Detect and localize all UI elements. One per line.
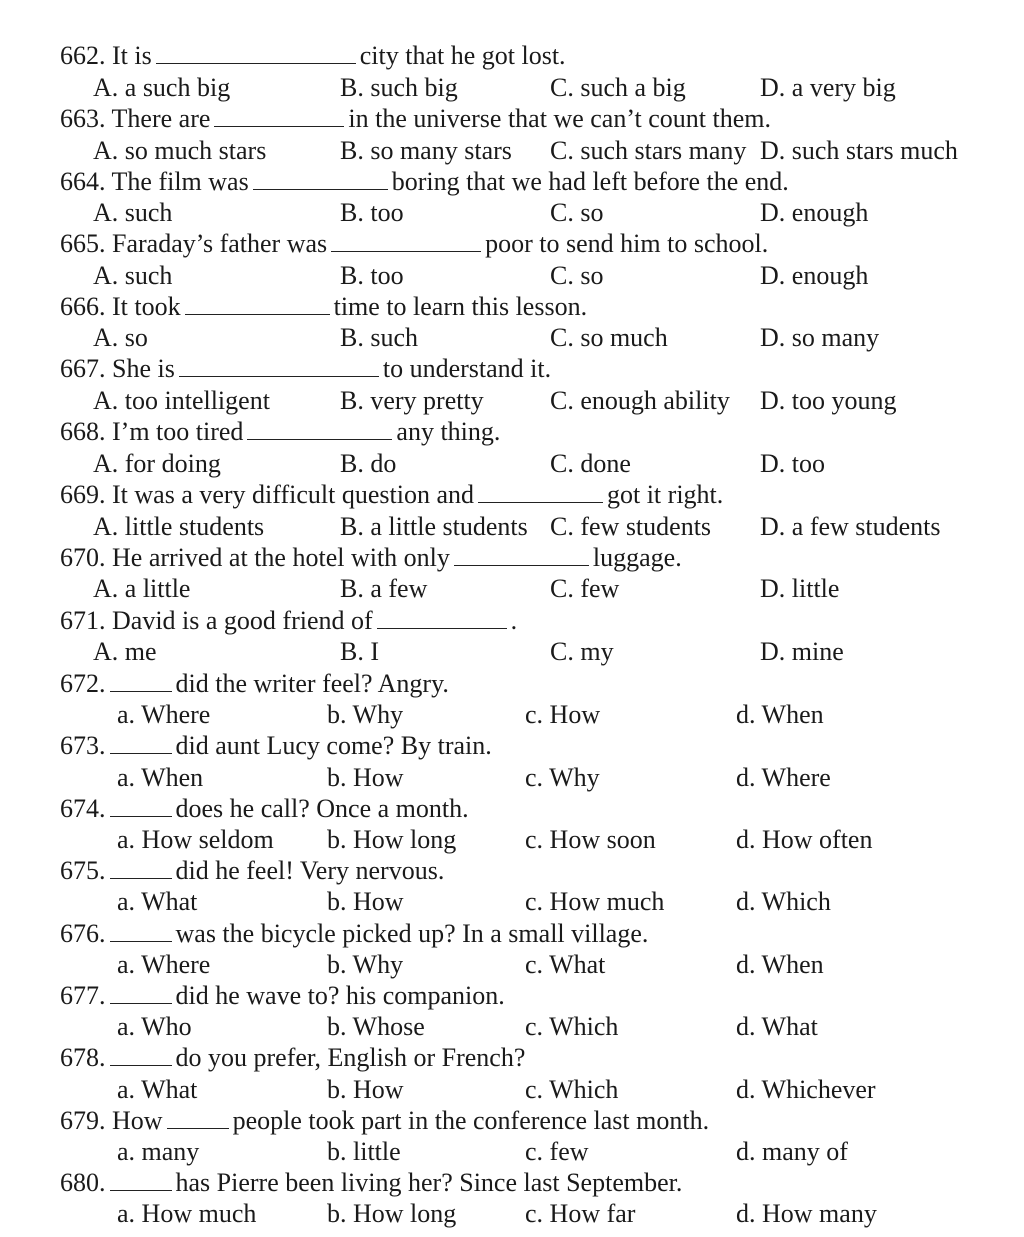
answer-blank — [110, 919, 172, 942]
options-671 — [0, 636, 1024, 667]
options-672 — [0, 699, 1024, 730]
option-d[interactable]: D. little — [760, 574, 840, 603]
answer-blank — [110, 1043, 172, 1066]
question-stem: 671. David is a good friend of — [60, 606, 373, 635]
option-a[interactable]: A. such — [93, 198, 173, 227]
answer-blank — [110, 1168, 172, 1191]
option-d[interactable]: d. How often — [736, 825, 873, 854]
option-b[interactable]: B. such big — [340, 73, 458, 102]
options-670 — [0, 573, 1024, 604]
question-680 — [60, 1167, 682, 1198]
option-b[interactable]: B. do — [340, 449, 397, 478]
question-677 — [60, 980, 505, 1011]
options-666 — [0, 322, 1024, 353]
question-stem: 674. — [60, 794, 106, 823]
option-a[interactable]: a. Who — [117, 1012, 192, 1041]
question-674 — [60, 793, 469, 824]
answer-blank — [214, 104, 344, 127]
option-d[interactable]: d. When — [736, 700, 824, 729]
option-d[interactable]: d. many of — [736, 1137, 848, 1166]
answer-blank — [110, 856, 172, 879]
option-a[interactable]: a. Where — [117, 950, 211, 979]
option-c[interactable]: C. my — [550, 637, 614, 666]
option-d[interactable]: d. When — [736, 950, 824, 979]
question-stem: 675. — [60, 856, 106, 885]
option-b[interactable]: B. I — [340, 637, 379, 666]
question-664 — [60, 166, 789, 197]
question-stem: 677. — [60, 981, 106, 1010]
option-c[interactable]: C. few students — [550, 512, 712, 541]
option-a[interactable]: a. many — [117, 1137, 200, 1166]
option-b[interactable]: b. How long — [327, 1199, 457, 1228]
option-d[interactable]: d. How many — [736, 1199, 877, 1228]
option-a[interactable]: a. What — [117, 887, 198, 916]
answer-blank — [253, 167, 388, 190]
option-a[interactable]: A. a such big — [93, 73, 231, 102]
option-a[interactable]: a. What — [117, 1075, 198, 1104]
option-d[interactable]: D. so many — [760, 323, 880, 352]
option-d[interactable]: D. a few students — [760, 512, 941, 541]
answer-blank — [454, 543, 589, 566]
question-672 — [60, 668, 449, 699]
question-665 — [60, 228, 768, 259]
options-678 — [0, 1074, 1024, 1105]
answer-blank — [110, 669, 172, 692]
option-c[interactable]: C. so — [550, 261, 604, 290]
question-stem: 667. She is — [60, 354, 175, 383]
question-tail: in the universe that we can’t count them. — [348, 104, 772, 133]
question-tail: did he wave to? his companion. — [175, 981, 505, 1010]
question-tail: does he call? Once a month. — [175, 794, 469, 823]
question-stem: 663. There are — [60, 104, 211, 133]
option-b[interactable]: b. How — [327, 887, 404, 916]
option-b[interactable]: b. How — [327, 1075, 404, 1104]
question-tail: poor to send him to school. — [485, 229, 769, 258]
question-670 — [60, 542, 682, 573]
question-662 — [60, 40, 566, 71]
question-tail: any thing. — [396, 417, 501, 446]
option-c[interactable]: c. How — [525, 700, 601, 729]
question-668 — [60, 416, 500, 447]
options-662 — [0, 72, 1024, 103]
question-stem: 676. — [60, 919, 106, 948]
options-663 — [0, 135, 1024, 166]
question-stem: 662. It is — [60, 41, 152, 70]
question-stem: 668. I’m too tired — [60, 417, 244, 446]
option-d[interactable]: D. too young — [760, 386, 897, 415]
answer-blank — [167, 1106, 229, 1129]
option-b[interactable]: b. How — [327, 763, 404, 792]
answer-blank — [156, 41, 356, 64]
options-669 — [0, 511, 1024, 542]
question-tail: to understand it. — [382, 354, 552, 383]
question-stem: 678. — [60, 1043, 106, 1072]
answer-blank — [110, 731, 172, 754]
question-671 — [60, 605, 517, 636]
question-tail: city that he got lost. — [359, 41, 566, 70]
options-674 — [0, 824, 1024, 855]
question-676 — [60, 918, 648, 949]
option-a[interactable]: a. How much — [117, 1199, 257, 1228]
question-675 — [60, 855, 444, 886]
options-664 — [0, 197, 1024, 228]
question-stem: 670. He arrived at the hotel with only — [60, 543, 450, 572]
option-b[interactable]: b. Why — [327, 700, 404, 729]
question-stem: 672. — [60, 669, 106, 698]
question-678 — [60, 1042, 525, 1073]
options-667 — [0, 385, 1024, 416]
question-stem: 679. How — [60, 1106, 163, 1135]
option-a[interactable]: A. such — [93, 261, 173, 290]
option-b[interactable]: B. so many stars — [340, 136, 512, 165]
option-d[interactable]: d. Which — [736, 887, 831, 916]
option-d[interactable]: D. enough — [760, 261, 869, 290]
question-tail: luggage. — [592, 543, 682, 572]
option-c[interactable]: C. few — [550, 574, 620, 603]
option-c[interactable]: c. Which — [525, 1075, 619, 1104]
option-a[interactable]: A. me — [93, 637, 157, 666]
question-tail: do you prefer, English or French? — [175, 1043, 526, 1072]
answer-blank — [110, 794, 172, 817]
question-stem: 673. — [60, 731, 106, 760]
option-b[interactable]: b. Why — [327, 950, 404, 979]
option-b[interactable]: b. Whose — [327, 1012, 425, 1041]
option-b[interactable]: B. very pretty — [340, 386, 484, 415]
option-b[interactable]: B. too — [340, 198, 404, 227]
option-c[interactable]: C. such stars many — [550, 136, 747, 165]
options-677 — [0, 1011, 1024, 1042]
question-tail: boring that we had left before the end. — [391, 167, 789, 196]
options-676 — [0, 949, 1024, 980]
option-c[interactable]: c. few — [525, 1137, 589, 1166]
options-679 — [0, 1136, 1024, 1167]
option-c[interactable]: C. so — [550, 198, 604, 227]
option-a[interactable]: a. When — [117, 763, 204, 792]
option-b[interactable]: b. little — [327, 1137, 401, 1166]
option-a[interactable]: a. How seldom — [117, 825, 274, 854]
question-663 — [60, 103, 771, 134]
options-668 — [0, 448, 1024, 479]
option-d[interactable]: D. too — [760, 449, 825, 478]
option-c[interactable]: c. How far — [525, 1199, 636, 1228]
option-c[interactable]: c. Why — [525, 763, 600, 792]
option-c[interactable]: C. such a big — [550, 73, 686, 102]
option-a[interactable]: A. for doing — [93, 449, 221, 478]
option-d[interactable]: D. such stars much — [760, 136, 958, 165]
question-stem: 680. — [60, 1168, 106, 1197]
options-680 — [0, 1198, 1024, 1229]
option-d[interactable]: D. a very big — [760, 73, 896, 102]
question-stem: 666. It took — [60, 292, 181, 321]
option-a[interactable]: A. so — [93, 323, 148, 352]
answer-blank — [377, 606, 507, 629]
question-tail: people took part in the conference last month. — [232, 1106, 710, 1135]
question-tail: was the bicycle picked up? In a small village. — [175, 919, 649, 948]
option-c[interactable]: c. How soon — [525, 825, 656, 854]
question-666 — [60, 291, 587, 322]
option-d[interactable]: d. Whichever — [736, 1075, 876, 1104]
option-b[interactable]: B. a few — [340, 574, 428, 603]
answer-blank — [247, 417, 392, 440]
question-667 — [60, 353, 551, 384]
answer-blank — [110, 981, 172, 1004]
question-stem: 664. The film was — [60, 167, 249, 196]
option-a[interactable]: a. Where — [117, 700, 211, 729]
options-675 — [0, 886, 1024, 917]
answer-blank — [478, 480, 603, 503]
option-c[interactable]: C. done — [550, 449, 631, 478]
option-d[interactable]: D. enough — [760, 198, 869, 227]
question-tail: did the writer feel? Angry. — [175, 669, 449, 698]
option-c[interactable]: c. Which — [525, 1012, 619, 1041]
option-d[interactable]: D. mine — [760, 637, 844, 666]
option-b[interactable]: b. How long — [327, 825, 457, 854]
option-c[interactable]: C. so much — [550, 323, 668, 352]
answer-blank — [185, 292, 330, 315]
answer-blank — [179, 354, 379, 377]
option-d[interactable]: d. Where — [736, 763, 831, 792]
question-tail: did he feel! Very nervous. — [175, 856, 445, 885]
option-b[interactable]: B. such — [340, 323, 418, 352]
question-tail: has Pierre been living her? Since last September. — [175, 1168, 683, 1197]
option-c[interactable]: c. What — [525, 950, 606, 979]
option-a[interactable]: A. so much stars — [93, 136, 267, 165]
option-b[interactable]: B. a little students — [340, 512, 528, 541]
option-a[interactable]: A. too intelligent — [93, 386, 270, 415]
question-stem: 665. Faraday’s father was — [60, 229, 328, 258]
question-673 — [60, 730, 492, 761]
question-tail: time to learn this lesson. — [333, 292, 588, 321]
question-tail: did aunt Lucy come? By train. — [175, 731, 492, 760]
question-669 — [60, 479, 723, 510]
option-d[interactable]: d. What — [736, 1012, 818, 1041]
option-a[interactable]: A. a little — [93, 574, 191, 603]
options-665 — [0, 260, 1024, 291]
question-679 — [60, 1105, 709, 1136]
question-tail: got it right. — [606, 480, 724, 509]
answer-blank — [331, 229, 481, 252]
option-c[interactable]: C. enough ability — [550, 386, 730, 415]
option-a[interactable]: A. little students — [93, 512, 265, 541]
question-stem: 669. It was a very difficult question and — [60, 480, 474, 509]
options-673 — [0, 762, 1024, 793]
option-c[interactable]: c. How much — [525, 887, 665, 916]
option-b[interactable]: B. too — [340, 261, 404, 290]
question-tail: . — [510, 606, 518, 635]
